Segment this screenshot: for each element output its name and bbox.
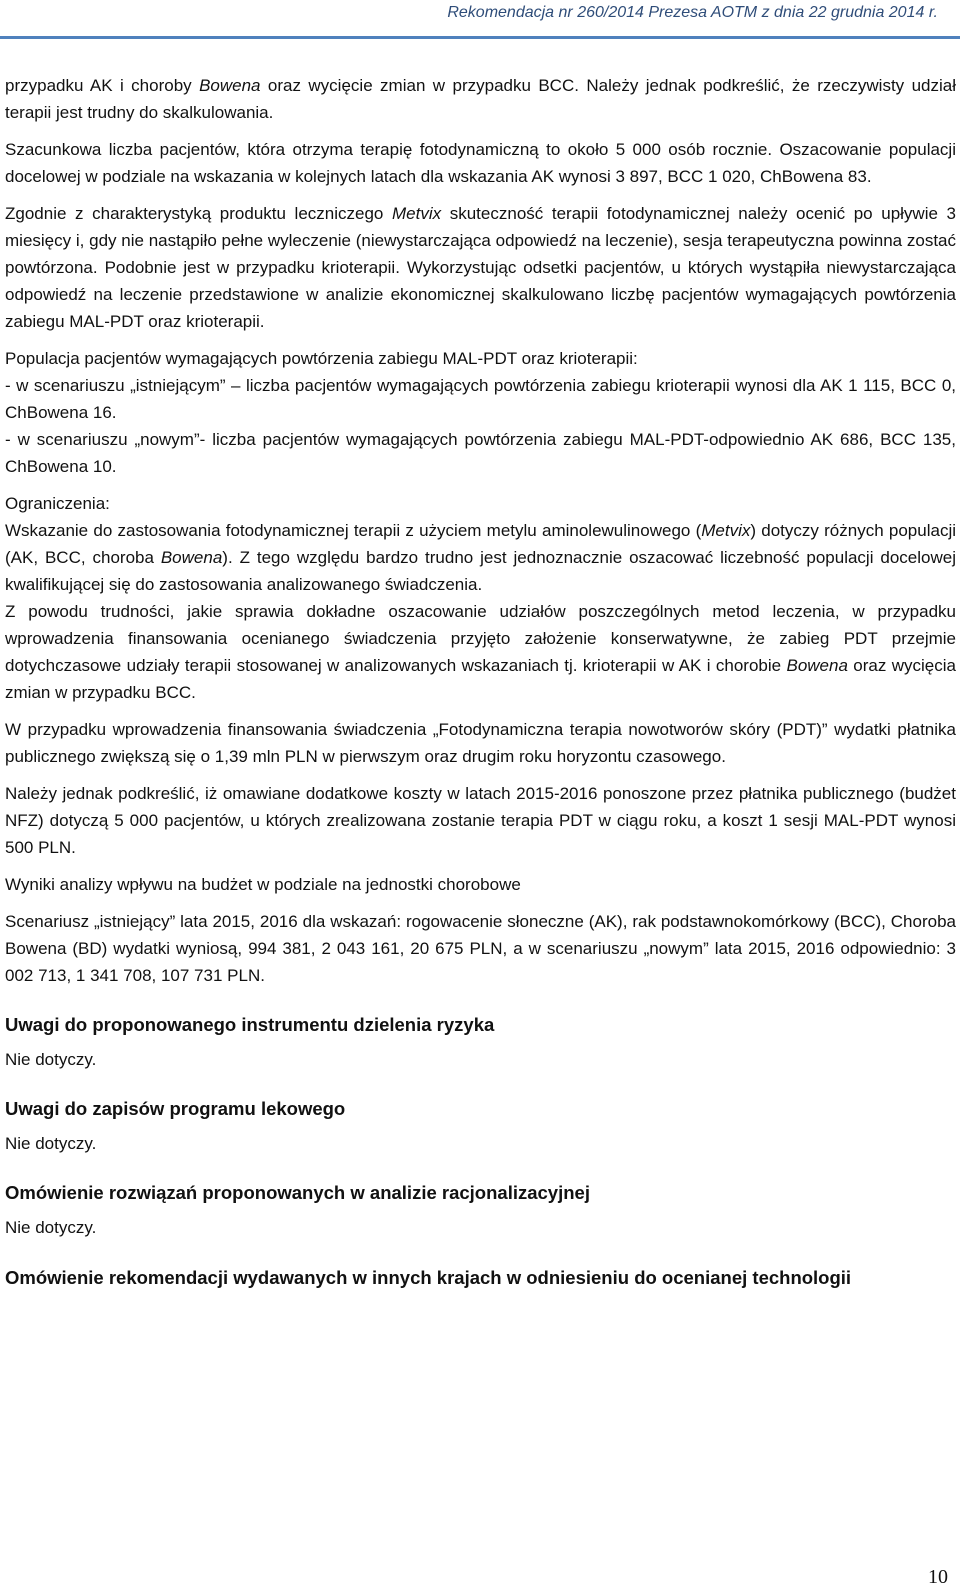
paragraph-budget-impact-label: Wyniki analizy wpływu na budżet w podziale na jednostki chorobowe [5,875,521,894]
heading-drug-program: Uwagi do zapisów programu lekowego [5,1098,346,1119]
paragraph-limitations-label: Ograniczenia: [5,494,110,513]
text-run: oraz wycięcia zmian w przypadku BCC. [5,656,956,702]
paragraph-assumption [5,598,956,706]
paragraph-patient-count: Szacunkowa liczba pacjentów, która otrzyma terapię fotodynamiczną to około 5 000 osób rocznie. Oszacowanie populacji docelowej w podziale na wskazania w kolejnych latach dla wskazania AK wynosi 3 897, BCC 1 020, ChBowena 83. [5,140,956,186]
paragraph-new-scenario: - w scenariuszu „nowym”- liczba pacjentów wymagających powtórzenia zabiegu MAL-PDT-odpowiednio AK 686, BCC 135, ChBowena 10. [5,430,956,476]
risk-sharing-body: Nie dotyczy. [5,1050,97,1069]
text-run: Wskazanie do zastosowania fotodynamicznej terapii z użyciem metylu aminolewulinowego ( [5,521,702,540]
paragraph-existing-scenario: - w scenariuszu „istniejącym” – liczba pacjentów wymagających powtórzenia zabiegu krioterapii wynosi dla AK 1 115, BCC 0, ChBowena 16. [5,376,956,422]
text-run: ). Z tego względu bardzo trudno jest jednoznacznie oszacować liczebność populacji docelowej kwalifikującej się do zastosowania analizowanego świadczenia. [5,548,957,594]
heading-rationalization: Omówienie rozwiązań proponowanych w analizie racjonalizacyjnej [5,1182,590,1203]
drug-program-body: Nie dotyczy. [5,1134,97,1153]
italic-term: Metvix [392,204,442,223]
page-number: 10 [928,1566,948,1588]
paragraph-population-label: Populacja pacjentów wymagających powtórzenia zabiegu MAL-PDT oraz krioterapii: [5,349,638,368]
text-run: Z powodu trudności, jakie sprawia dokładne oszacowanie udziałów poszczególnych metod leczenia, w przypadku wprowadzenia finansowania ocenianego świadczenia przyjęto założenie konserwatywne, że zabieg PDT przejmie dotychczasowe udziały terapii stosowanej w analizowanych wskazaniach tj. krioterapii w AK i chorobie [5,602,956,675]
running-header: Rekomendacja nr 260/2014 Prezesa AOTM z dnia 22 grudnia 2014 r. [447,4,938,21]
italic-term: Bowena [199,76,261,95]
paragraph-payer-costs: W przypadku wprowadzenia finansowania świadczenia „Fotodynamiczna terapia nowotworów skóry (PDT)” wydatki płatnika publicznego zwiększą się o 1,39 mln PLN w pierwszym oraz drugim roku horyzontu czasowego. [5,720,956,766]
heading-risk-sharing: Uwagi do proponowanego instrumentu dzielenia ryzyka [5,1014,495,1035]
document-body [5,72,956,1301]
paragraph-additional-costs: Należy jednak podkreślić, iż omawiane dodatkowe koszty w latach 2015-2016 ponoszone przez płatnika publicznego (budżet NFZ) dotyczą 5 000 pacjentów, u których zrealizowana zostanie terapia PDT w ciągu roku, a koszt 1 sesji MAL-PDT wynosi 500 PLN. [5,784,956,857]
text-run: ) dotyczy różnych populacji (AK, BCC, choroba [5,521,956,567]
italic-term: Metvix [701,521,751,540]
text-run: przypadku AK i choroby [5,76,200,95]
text-run: Zgodnie z charakterystyką produktu leczniczego [5,204,392,223]
paragraph-product-characteristics [5,200,956,335]
text-run: skuteczność terapii fotodynamicznej należy ocenić po upływie 3 miesięcy i, gdy nie nastąpiło pełne wyleczenie (niewystarczająca odpowiedź na leczenie), sesja terapeutyczna powinna zostać powtórzona. Podobnie jest w przypadku krioterapii. Wykorzystując odsetki pacjentów, u których wystąpiła niewystarczająca odpowiedź na leczenie przedstawione w analizie ekonomicznej skalkulowano liczbę pacjentów wymagających powtórzenia zabiegu MAL-PDT oraz krioterapii. [5,204,957,331]
header-divider [0,36,960,39]
rationalization-body: Nie dotyczy. [5,1218,97,1237]
text-run: oraz wycięcie zmian w przypadku BCC. Należy jednak podkreślić, że rzeczywisty udział terapii jest trudny do skalkulowania. [5,76,956,122]
paragraph-scenario-expenses: Scenariusz „istniejący” lata 2015, 2016 dla wskazań: rogowacenie słoneczne (AK), rak podstawnokomórkowy (BCC), Choroba Bowena (BD) wydatki wyniosą, 994 381, 2 043 161, 20 675 PLN, a w scenariuszu „nowym” lata 2015, 2016 odpowiednio: 3 002 713, 1 341 708, 107 731 PLN. [5,912,956,985]
paragraph-limitations [5,517,956,598]
paragraph-intro [5,72,956,126]
italic-term: Bowena [160,548,223,567]
italic-term: Bowena [786,656,848,675]
heading-foreign-recommendations: Omówienie rekomendacji wydawanych w innych krajach w odniesieniu do ocenianej technologii [5,1267,852,1288]
